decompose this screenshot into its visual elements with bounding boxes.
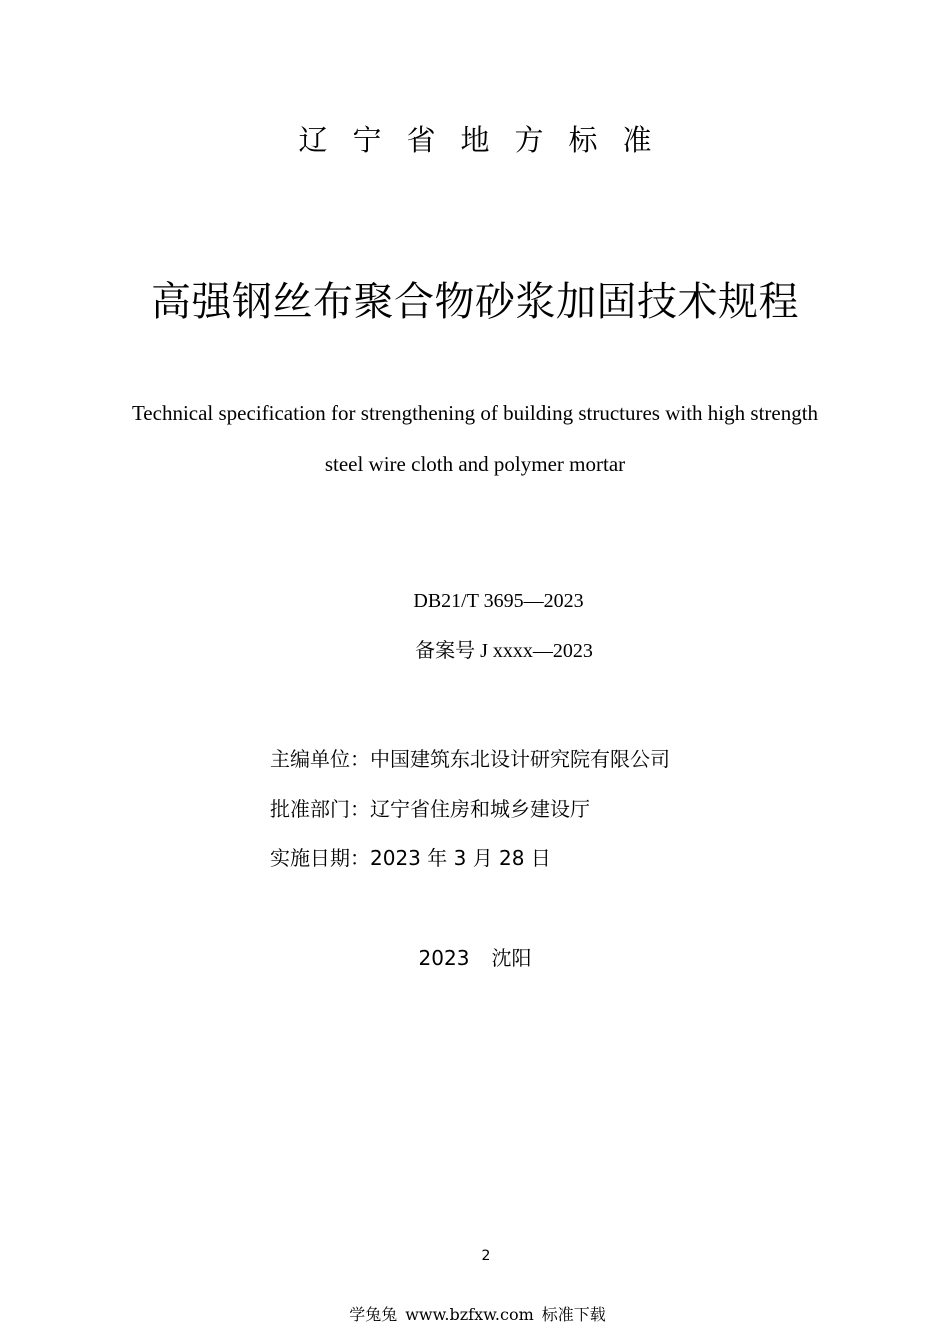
watermark-site-name: 学兔兔	[349, 1305, 398, 1324]
watermark-tagline: 标准下载	[541, 1305, 606, 1324]
standard-number: DB21/T 3695—2023	[413, 590, 584, 612]
title-chinese: 高强钢丝布聚合物砂浆加固技术规程	[151, 279, 799, 325]
watermark	[0, 1303, 950, 1327]
publication-city: 沈阳	[491, 946, 532, 970]
title-english-line-1: Technical specification for strengthening of building structures with high strength	[131, 401, 819, 425]
record-number: 备案号 J xxxx—2023	[415, 640, 593, 662]
title-english-line-2: steel wire cloth and polymer mortar	[324, 452, 626, 476]
effective-date: 实施日期：2023 年 3 月 28 日	[270, 846, 551, 870]
publication-year: 2023	[418, 946, 470, 970]
page-number: 2	[481, 1248, 491, 1264]
standard-type: 辽宁省地方标准	[298, 123, 677, 157]
watermark-url[interactable]: www.bzfxw.com	[405, 1305, 534, 1324]
publication-year-city	[0, 943, 950, 973]
approving-department: 批准部门：辽宁省住房和城乡建设厅	[270, 797, 590, 821]
editor-unit: 主编单位：中国建筑东北设计研究院有限公司	[270, 747, 670, 771]
